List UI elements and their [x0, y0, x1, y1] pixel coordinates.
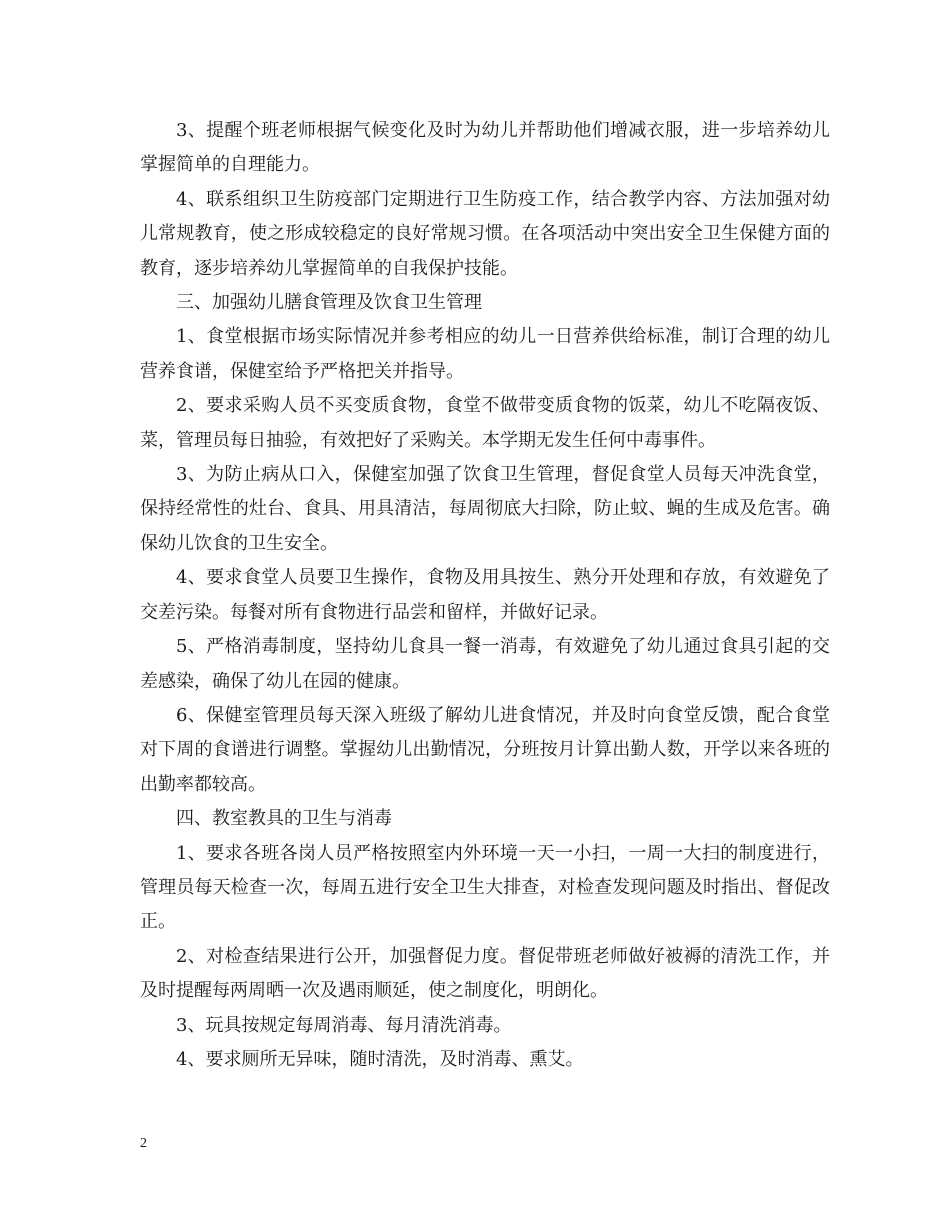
paragraph-nutrition-recipe: 1、食堂根据市场实际情况并参考相应的幼儿一日营养供给标准，制订合理的幼儿营养食谱，保健室给予严格把关并指导。	[140, 326, 830, 382]
paragraph-toy-disinfection: 3、玩具按规定每周消毒、每月清洗消毒。	[176, 1014, 512, 1036]
paragraph-cleaning-schedule: 1、要求各班各岗人员严格按照室内外环境一天一小扫，一周一大扫的制度进行，管理员每天检查一次，每周五进行安全卫生大排查，对检查发现问题及时指出、督促改正。	[140, 842, 830, 933]
paragraph-kitchen-hygiene: 3、为防止病从口入，保健室加强了饮食卫生管理，督促食堂人员每天冲洗食堂，保持经常性的灶台、食具、用具清洁，每周彻底大扫除，防止蚊、蝇的生成及危害。确保幼儿饮食的卫生安全。	[140, 464, 830, 554]
paragraph-toilet-hygiene: 4、要求厕所无异味，随时清洗，及时消毒、熏艾。	[176, 1048, 584, 1070]
paragraph-food-handling: 4、要求食堂人员要卫生操作，食物及用具按生、熟分开处理和存放，有效避免了交差污染。每餐对所有食物进行品尝和留样，并做好记录。	[140, 567, 830, 623]
document-body	[140, 114, 830, 1077]
paragraph-food-purchasing: 2、要求采购人员不买变质食物，食堂不做带变质食物的饭菜，幼儿不吃隔夜饭、菜，管理员每日抽验，有效把好了采购关。本学期无发生任何中毒事件。	[140, 395, 830, 451]
paragraph-meal-feedback: 6、保健室管理员每天深入班级了解幼儿进食情况，并及时向食堂反馈，配合食堂对下周的食谱进行调整。掌握幼儿出勤情况，分班按月计算出勤人数，开学以来各班的出勤率都较高。	[140, 704, 830, 795]
section-heading-diet-management: 三、加强幼儿膳食管理及饮食卫生管理	[176, 292, 482, 314]
page-number: 2	[140, 1136, 147, 1151]
paragraph-clothing-reminder: 3、提醒个班老师根据气候变化及时为幼儿并帮助他们增减衣服，进一步培养幼儿掌握简单的自理能力。	[140, 120, 830, 176]
paragraph-bedding-washing: 2、对检查结果进行公开，加强督促力度。督促带班老师做好被褥的清洗工作，并及时提醒每两周晒一次及遇雨顺延，使之制度化，明朗化。	[140, 945, 830, 1002]
section-heading-classroom-hygiene: 四、教室教具的卫生与消毒	[176, 808, 392, 830]
paragraph-tableware-disinfection: 5、严格消毒制度，坚持幼儿食具一餐一消毒，有效避免了幼儿通过食具引起的交差感染，确保了幼儿在园的健康。	[140, 636, 830, 692]
paragraph-epidemic-prevention: 4、联系组织卫生防疫部门定期进行卫生防疫工作，结合教学内容、方法加强对幼儿常规教育，使之形成较稳定的良好常规习惯。在各项活动中突出安全卫生保健方面的教育，逐步培养幼儿掌握简单的自我保护技能。	[140, 188, 830, 279]
